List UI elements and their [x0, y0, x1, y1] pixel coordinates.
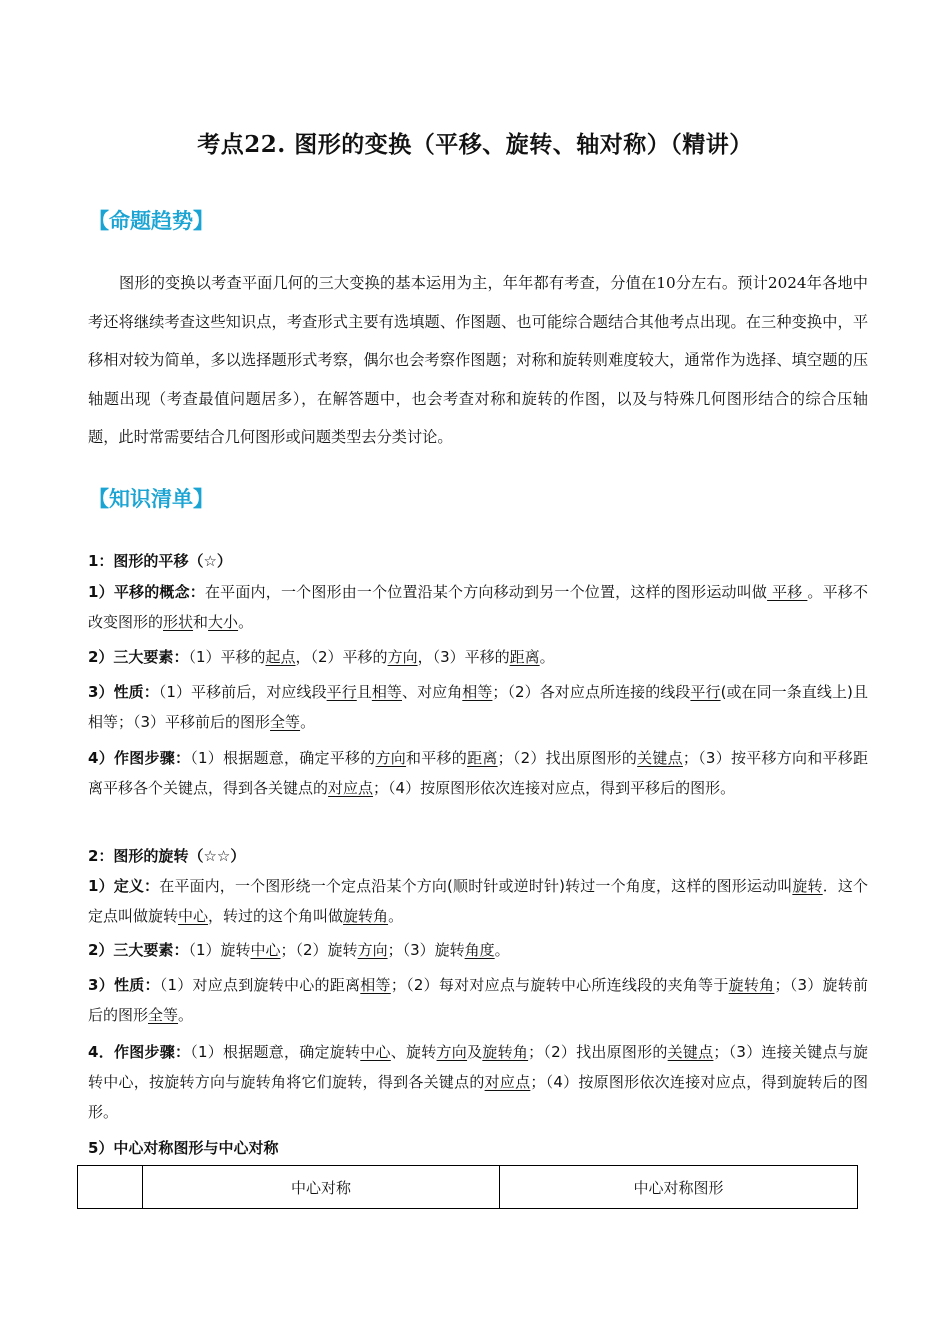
table-row	[78, 1166, 858, 1209]
rotation-steps: 4．作图步骤：（1）根据题意，确定旋转中心、旋转方向及旋转角；（2）找出原图形的关键点；（3）连接关键点与旋转中心，按旋转方向与旋转角将它们旋转，得到各关键点的对应点；（4）按原图形依次连接对应点，得到旋转后的图形。	[88, 1043, 868, 1121]
translation-properties: 3）性质：（1）平移前后，对应线段平行且相等、对应角相等；（2）各对应点所连接的线段平行(或在同一条直线上)且相等；（3）平移前后的图形全等。	[88, 683, 868, 731]
translation-elements: 2）三大要素：（1）平移的起点，（2）平移的方向，（3）平移的距离。	[88, 648, 555, 666]
page-title: 考点22. 图形的变换（平移、旋转、轴对称）（精讲）	[197, 131, 753, 158]
table-header-cell: 中心对称图形	[500, 1166, 858, 1209]
central-symmetry-heading: 5）中心对称图形与中心对称	[88, 1139, 279, 1157]
table-header-cell	[78, 1166, 143, 1209]
rotation-heading: 2：图形的旋转（☆☆）	[88, 847, 246, 865]
rotation-properties: 3）性质：（1）对应点到旋转中心的距离相等；（2）每对对应点与旋转中心所连线段的夹角等于旋转角；（3）旋转前后的图形全等。	[88, 976, 868, 1024]
rotation-definition: 1）定义：在平面内，一个图形绕一个定点沿某个方向(顺时针或逆时针)转过一个角度，这样的图形运动叫旋转．这个定点叫做旋转中心，转过的这个角叫做旋转角。	[88, 877, 868, 925]
translation-steps: 4）作图步骤：（1）根据题意，确定平移的方向和平移的距离；（2）找出原图形的关键点；（3）按平移方向和平移距离平移各个关键点，得到各关键点的对应点；（4）按原图形依次连接对应点，得到平移后的图形。	[88, 749, 868, 797]
section-heading-knowledge: 【知识清单】	[88, 487, 214, 511]
translation-heading: 1：图形的平移（☆）	[88, 552, 232, 570]
trend-paragraph: 图形的变换以考查平面几何的三大变换的基本运用为主，年年都有考查，分值在10分左右。预计2024年各地中考还将继续考查这些知识点，考查形式主要有选填题、作图题、也可能综合题结合其他考点出现。在三种变换中，平移相对较为简单，多以选择题形式考察，偶尔也会考察作图题；对称和旋转则难度较大，通常作为选择、填空题的压轴题出现（考查最值问题居多），在解答题中，也会考查对称和旋转的作图，以及与特殊几何图形结合的综合压轴题，此时常需要结合几何图形或问题类型去分类讨论。	[88, 274, 868, 446]
central-symmetry-table	[77, 1165, 858, 1209]
rotation-elements: 2）三大要素：（1）旋转中心；（2）旋转方向；（3）旋转角度。	[88, 941, 510, 959]
section-heading-trend: 【命题趋势】	[88, 209, 214, 233]
translation-concept: 1）平移的概念：在平面内，一个图形由一个位置沿某个方向移动到另一个位置，这样的图形运动叫做 平移 。平移不改变图形的形状和大小。	[88, 583, 868, 631]
table-header-cell: 中心对称	[143, 1166, 500, 1209]
